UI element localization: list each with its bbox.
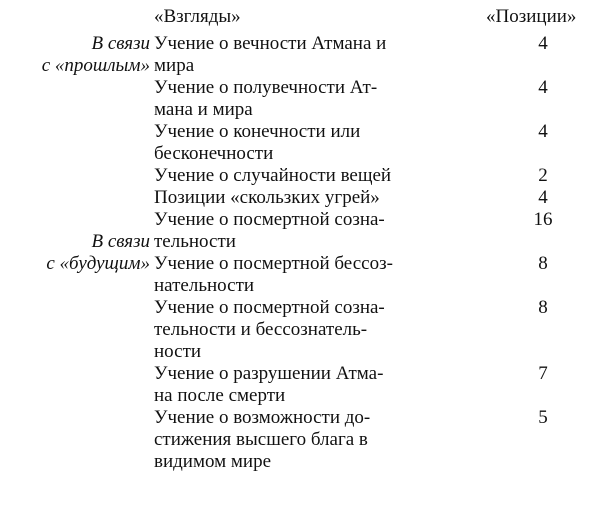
doctrine-text: Учение о посмертной созна- тельности и бессознатель- ности (154, 297, 385, 362)
positions-count: 4 (538, 77, 548, 98)
doctrine-text: Учение о разрушении Атма- на после смерти (154, 363, 384, 406)
doctrine-text: Учение о возможности до- стижения высшего блага в видимом мире (154, 407, 371, 472)
group-label-future: В связи с «будущим» (46, 231, 150, 274)
positions-count: 16 (533, 209, 553, 230)
positions-count: 4 (538, 33, 548, 54)
table-row (154, 363, 594, 407)
table-row (154, 209, 594, 253)
doctrine-text: Учение о посмертной созна- тельности (154, 209, 385, 252)
group-label-past: В связи с «прошлым» (41, 33, 150, 76)
table-body (154, 33, 594, 473)
positions-count: 8 (538, 297, 548, 318)
table-row (154, 187, 594, 209)
positions-count: 8 (538, 253, 548, 274)
table-row (154, 407, 594, 473)
doctrine-text: Позиции «скользких угрей» (154, 187, 380, 208)
table-row (154, 121, 594, 165)
positions-count: 4 (538, 187, 548, 208)
positions-count: 5 (538, 407, 548, 428)
positions-count: 7 (538, 363, 548, 384)
positions-column-header: «Позиции» (486, 6, 577, 27)
table-row (154, 297, 594, 363)
doctrine-text: Учение о вечности Атмана и мира (154, 33, 387, 76)
views-column-header: «Взгляды» (154, 6, 241, 27)
doctrine-text: Учение о случайности вещей (154, 165, 392, 186)
table-row (154, 165, 594, 187)
doctrine-text: Учение о полувечности Ат- мана и мира (154, 77, 378, 120)
table-row (154, 77, 594, 121)
doctrine-text: Учение о конечности или бесконечности (154, 121, 361, 164)
table-row (154, 253, 594, 297)
positions-count: 2 (538, 165, 548, 186)
doctrine-text: Учение о посмертной бессоз- нательности (154, 253, 393, 296)
table-row (154, 33, 594, 77)
positions-count: 4 (538, 121, 548, 142)
